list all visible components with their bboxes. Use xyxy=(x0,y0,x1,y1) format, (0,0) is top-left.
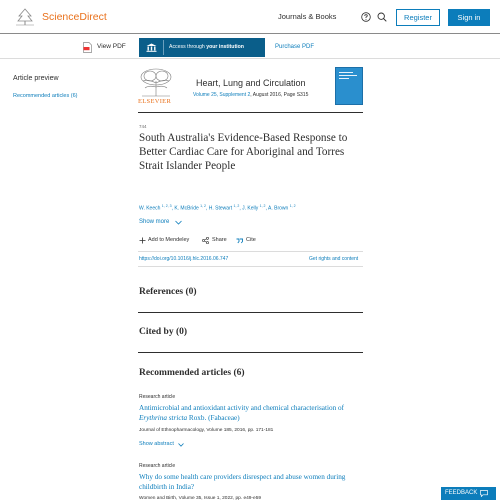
share-button[interactable]: Share xyxy=(212,237,227,243)
author-link[interactable]: J. Kelly xyxy=(242,205,259,212)
article-code: 744 xyxy=(139,124,147,129)
recommended-article-title[interactable]: Antimicrobial and antioxidant activity and chemical characterisation of Erythrina stricta Roxb. (Fabaceae) xyxy=(139,404,344,422)
show-more-button[interactable]: Show more xyxy=(139,219,170,225)
quote-icon[interactable] xyxy=(236,237,243,244)
rights-link[interactable]: Get rights and content xyxy=(309,256,359,262)
feedback-button[interactable]: FEEDBACK xyxy=(441,487,496,500)
doi-divider-bottom xyxy=(138,266,363,267)
feedback-chat-icon xyxy=(480,490,488,497)
article-type-label: Research article xyxy=(139,463,176,469)
help-icon[interactable] xyxy=(361,12,371,22)
brand-name[interactable]: ScienceDirect xyxy=(42,11,107,23)
pdf-icon[interactable] xyxy=(83,42,92,53)
search-icon[interactable] xyxy=(377,12,387,22)
journals-books-link[interactable]: Journals & Books xyxy=(278,12,337,21)
elsevier-wordmark: ELSEVIER xyxy=(138,98,172,105)
author-link[interactable]: K. McBride xyxy=(174,205,199,212)
recommended-heading: Recommended articles (6) xyxy=(139,368,245,378)
elsevier-logo-icon[interactable] xyxy=(14,7,36,26)
plus-icon[interactable] xyxy=(139,237,146,244)
cite-button[interactable]: Cite xyxy=(246,237,256,243)
view-pdf-link[interactable]: View PDF xyxy=(97,43,126,50)
journal-cover-image[interactable] xyxy=(335,67,363,105)
top-header xyxy=(0,0,500,34)
sidebar-recommended-link[interactable]: Recommended articles (6) xyxy=(13,93,78,99)
elsevier-tree-logo[interactable] xyxy=(138,67,174,97)
sidebar-title: Article preview xyxy=(13,75,59,82)
add-to-mendeley-button[interactable]: Add to Mendeley xyxy=(148,237,190,243)
author-link[interactable]: W. Keech xyxy=(139,205,161,212)
doi-link[interactable]: https://doi.org/10.1016/j.hlc.2016.06.747 xyxy=(139,256,229,262)
article-source: Women and Birth, Volume 35, Issue 1, 2022, pp. e49-e59 xyxy=(139,496,262,500)
recommended-article-title[interactable]: Why do some health care providers disrespect and abuse women during childbirth in India? xyxy=(139,473,346,491)
doi-divider xyxy=(138,251,363,252)
show-abstract-button[interactable]: Show abstract xyxy=(139,441,174,447)
institution-icon xyxy=(146,43,157,52)
author-link[interactable]: A. Brown xyxy=(268,205,289,212)
article-type-label: Research article xyxy=(139,394,176,400)
access-label: Access through your institution xyxy=(169,44,244,50)
cited-by-heading[interactable]: Cited by (0) xyxy=(139,327,188,337)
article-source: Journal of Ethnopharmacology, Volume 185, 2016, pp. 171-181 xyxy=(139,428,274,433)
volume-link[interactable]: Volume 25, Supplement 2 xyxy=(193,92,251,98)
register-button[interactable]: Register xyxy=(396,9,440,26)
share-icon[interactable] xyxy=(202,237,209,244)
chevron-down-icon[interactable] xyxy=(178,443,184,447)
header-divider xyxy=(138,112,363,113)
access-divider xyxy=(163,40,164,55)
chevron-down-icon[interactable] xyxy=(175,220,182,225)
journal-volume: Volume 25, Supplement 2, August 2016, Page S315 xyxy=(193,92,309,98)
author-link[interactable]: H. Stewart xyxy=(208,205,233,212)
sign-in-button[interactable]: Sign in xyxy=(448,9,490,26)
section-divider xyxy=(138,352,363,353)
author-list: W. Keech $^{1, 2, 3}$, K. McBride $^{1, 2}$, H. Stewart $^{1, 2}$, J. Kelly $^{1, 2}$, A. Brown $^{1, 2}$ xyxy=(139,204,296,212)
section-divider xyxy=(138,312,363,313)
journal-title[interactable]: Heart, Lung and Circulation xyxy=(196,78,306,88)
article-toolbar xyxy=(0,35,500,59)
article-title: South Australia's Evidence-Based Response to Better Cardiac Care for Aboriginal and Torres Strait Islander People xyxy=(139,132,348,172)
references-heading[interactable]: References (0) xyxy=(139,287,197,297)
purchase-pdf-link[interactable]: Purchase PDF xyxy=(275,44,315,50)
